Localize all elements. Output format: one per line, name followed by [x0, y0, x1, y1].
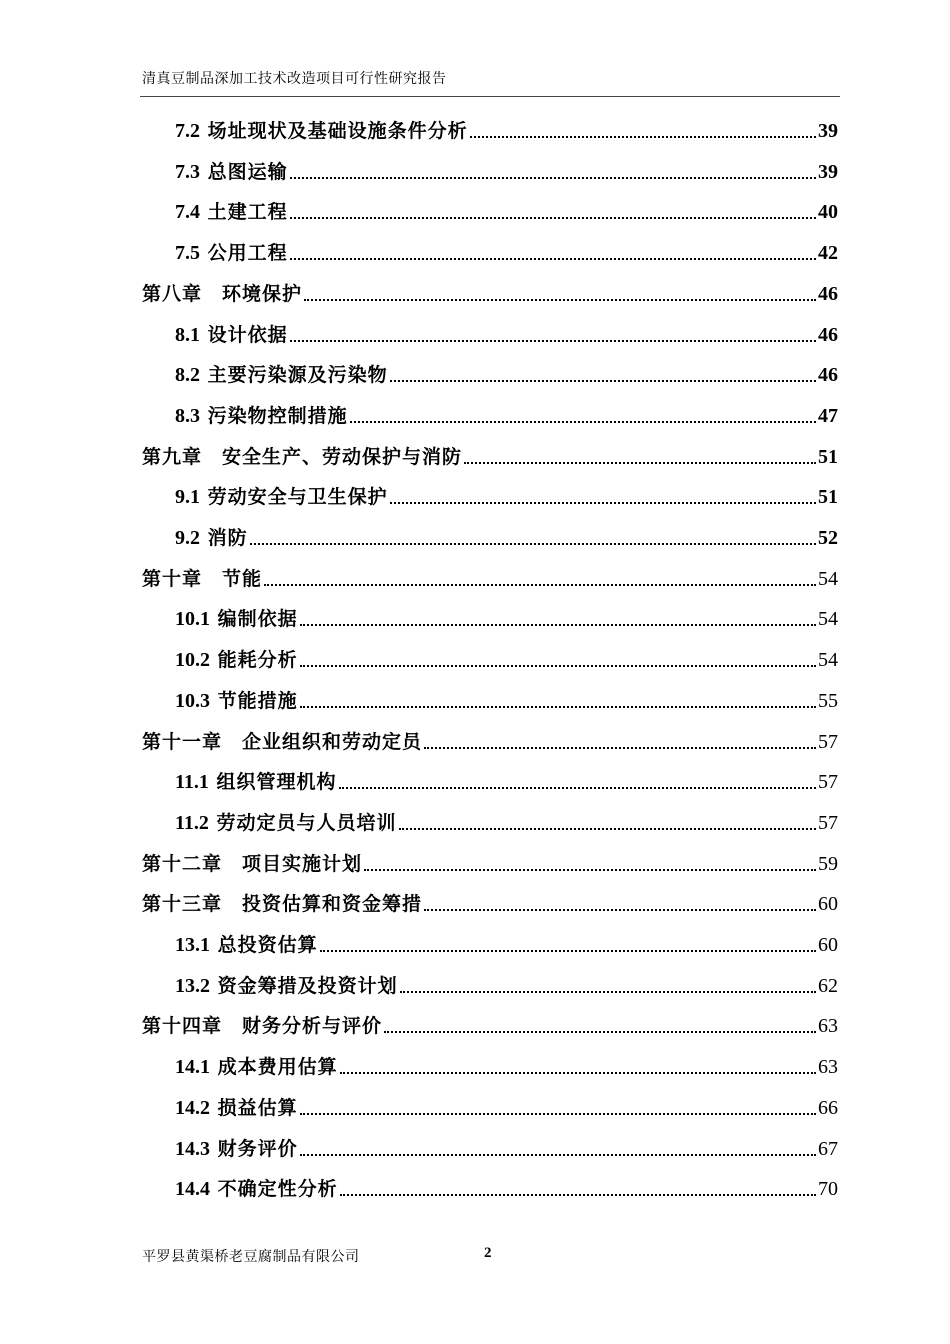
toc-entry-section[interactable] — [175, 398, 838, 428]
toc-dot-leader — [340, 1194, 816, 1196]
toc-dot-leader — [390, 502, 816, 504]
toc-entry-section[interactable] — [175, 479, 838, 509]
toc-entry-label — [175, 607, 298, 631]
toc-entry-chapter[interactable] — [142, 846, 838, 876]
toc-entry-text: 节能措施 — [217, 690, 298, 712]
toc-entry-label — [175, 323, 288, 347]
toc-entry-number: 14.4 — [175, 1178, 210, 1200]
toc-entry-section[interactable] — [175, 601, 838, 631]
toc-entry-page: 57 — [818, 771, 838, 793]
toc-entry-text: 公用工程 — [207, 242, 288, 264]
toc-entry-number: 14.2 — [175, 1097, 210, 1119]
toc-entry-number: 10.1 — [175, 608, 210, 630]
toc-entry-section[interactable] — [175, 1090, 838, 1120]
toc-entry-label — [175, 241, 288, 265]
toc-entry-section[interactable] — [175, 968, 838, 998]
toc-dot-leader — [290, 217, 816, 219]
toc-entry-section[interactable] — [175, 1131, 838, 1161]
toc-entry-number: 8.1 — [175, 324, 200, 346]
toc-entry-section[interactable] — [175, 113, 838, 143]
toc-entry-number: 7.2 — [175, 120, 200, 142]
toc-entry-label — [175, 160, 288, 184]
toc-entry-page: 54 — [818, 608, 838, 630]
toc-entry-label — [175, 1055, 338, 1079]
toc-dot-leader — [264, 584, 816, 586]
toc-entry-text: 编制依据 — [217, 608, 298, 630]
toc-entry-text: 第八章 环境保护 — [142, 283, 303, 305]
toc-entry-text: 主要污染源及污染物 — [207, 364, 388, 386]
toc-entry-text: 第十三章 投资估算和资金筹措 — [142, 893, 423, 915]
toc-dot-leader — [339, 787, 816, 789]
page-header: 清真豆制品深加工技术改造项目可行性研究报告 — [142, 71, 447, 87]
toc-entry-label — [142, 567, 262, 591]
toc-entry-chapter[interactable] — [142, 1008, 838, 1038]
toc-entry-page: 52 — [818, 527, 838, 549]
header-rule — [140, 96, 840, 97]
toc-entry-page: 63 — [818, 1056, 838, 1078]
toc-entry-section[interactable] — [175, 317, 838, 347]
toc-dot-leader — [290, 258, 816, 260]
toc-entry-label — [175, 770, 337, 794]
toc-entry-label — [175, 404, 348, 428]
toc-entry-page: 40 — [818, 201, 838, 223]
toc-entry-text: 损益估算 — [217, 1097, 298, 1119]
toc-dot-leader — [290, 340, 816, 342]
toc-entry-section[interactable] — [175, 642, 838, 672]
toc-entry-text: 成本费用估算 — [217, 1056, 338, 1078]
toc-entry-page: 70 — [818, 1178, 838, 1200]
toc-dot-leader — [300, 1113, 816, 1115]
toc-entry-section[interactable] — [175, 1171, 838, 1201]
toc-entry-section[interactable] — [175, 927, 838, 957]
footer-page-number: 2 — [484, 1245, 492, 1261]
toc-dot-leader — [250, 543, 816, 545]
toc-dot-leader — [400, 991, 816, 993]
toc-entry-label — [175, 200, 288, 224]
toc-dot-leader — [304, 299, 816, 301]
toc-entry-text: 总图运输 — [207, 161, 288, 183]
toc-dot-leader — [424, 909, 816, 911]
toc-entry-label — [142, 730, 422, 754]
toc-entry-number: 9.2 — [175, 527, 200, 549]
toc-dot-leader — [300, 706, 816, 708]
toc-entry-number: 8.2 — [175, 364, 200, 386]
toc-entry-section[interactable] — [175, 805, 838, 835]
toc-entry-page: 60 — [818, 893, 838, 915]
toc-entry-page: 46 — [818, 324, 838, 346]
footer-company: 平罗县黄渠桥老豆腐制品有限公司 — [142, 1249, 360, 1265]
toc-entry-number: 13.2 — [175, 975, 210, 997]
toc-dot-leader — [364, 869, 816, 871]
toc-entry-page: 63 — [818, 1015, 838, 1037]
toc-entry-label — [142, 852, 362, 876]
toc-entry-label — [175, 648, 298, 672]
toc-entry-text: 第十四章 财务分析与评价 — [142, 1015, 383, 1037]
toc-entry-section[interactable] — [175, 154, 838, 184]
toc-entry-label — [142, 892, 422, 916]
toc-entry-text: 资金筹措及投资计划 — [217, 975, 398, 997]
toc-dot-leader — [399, 828, 816, 830]
toc-dot-leader — [290, 177, 816, 179]
toc-entry-page: 59 — [818, 853, 838, 875]
toc-entry-text: 第十章 节能 — [142, 568, 263, 590]
toc-entry-label — [175, 363, 388, 387]
toc-entry-chapter[interactable] — [142, 886, 838, 916]
toc-entry-label — [175, 1137, 298, 1161]
toc-entry-number: 8.3 — [175, 405, 200, 427]
toc-entry-page: 55 — [818, 690, 838, 712]
toc-entry-page: 54 — [818, 649, 838, 671]
toc-entry-text: 土建工程 — [207, 201, 288, 223]
toc-entry-page: 57 — [818, 812, 838, 834]
toc-entry-text: 劳动定员与人员培训 — [216, 812, 397, 834]
toc-entry-text: 场址现状及基础设施条件分析 — [207, 120, 468, 142]
toc-dot-leader — [384, 1031, 816, 1033]
toc-entry-page: 47 — [818, 405, 838, 427]
toc-entry-text: 组织管理机构 — [216, 771, 337, 793]
toc-dot-leader — [300, 665, 816, 667]
toc-entry-page: 46 — [818, 283, 838, 305]
toc-entry-number: 13.1 — [175, 934, 210, 956]
toc-entry-label — [142, 445, 462, 469]
toc-entry-number: 14.1 — [175, 1056, 210, 1078]
toc-dot-leader — [320, 950, 816, 952]
toc-dot-leader — [300, 1154, 816, 1156]
toc-entry-text: 不确定性分析 — [217, 1178, 338, 1200]
toc-entry-section[interactable] — [175, 357, 838, 387]
toc-entry-number: 10.2 — [175, 649, 210, 671]
toc-entry-page: 57 — [818, 731, 838, 753]
toc-entry-text: 设计依据 — [207, 324, 288, 346]
toc-entry-text: 污染物控制措施 — [207, 405, 348, 427]
toc-entry-page: 42 — [818, 242, 838, 264]
toc-entry-chapter[interactable] — [142, 724, 838, 754]
toc-entry-text: 消防 — [207, 527, 248, 549]
toc-entry-number: 9.1 — [175, 486, 200, 508]
toc-entry-section[interactable] — [175, 764, 838, 794]
toc-entry-text: 总投资估算 — [217, 934, 318, 956]
toc-entry-label — [175, 689, 298, 713]
toc-dot-leader — [390, 380, 816, 382]
toc-entry-label — [142, 282, 302, 306]
toc-entry-label — [175, 933, 318, 957]
toc-entry-section[interactable] — [175, 1049, 838, 1079]
toc-entry-section[interactable] — [175, 683, 838, 713]
toc-entry-label — [175, 1096, 298, 1120]
toc-entry-page: 54 — [818, 568, 838, 590]
toc-entry-number: 11.2 — [175, 812, 209, 834]
toc-entry-page: 51 — [818, 486, 838, 508]
toc-entry-section[interactable] — [175, 235, 838, 265]
toc-entry-text: 第十二章 项目实施计划 — [142, 853, 363, 875]
toc-entry-number: 7.5 — [175, 242, 200, 264]
toc-entry-label — [142, 1014, 382, 1038]
toc-entry-number: 10.3 — [175, 690, 210, 712]
toc-entry-number: 11.1 — [175, 771, 209, 793]
toc-entry-label — [175, 811, 397, 835]
toc-entry-number: 7.3 — [175, 161, 200, 183]
toc-entry-text: 第九章 安全生产、劳动保护与消防 — [142, 446, 463, 468]
toc-dot-leader — [464, 462, 816, 464]
toc-dot-leader — [300, 624, 816, 626]
toc-entry-label — [175, 485, 388, 509]
toc-entry-page: 51 — [818, 446, 838, 468]
toc-entry-page: 39 — [818, 120, 838, 142]
toc-entry-page: 67 — [818, 1138, 838, 1160]
toc-entry-text: 第十一章 企业组织和劳动定员 — [142, 731, 423, 753]
toc-entry-number: 14.3 — [175, 1138, 210, 1160]
toc-entry-label — [175, 974, 398, 998]
toc-entry-text: 能耗分析 — [217, 649, 298, 671]
toc-entry-chapter[interactable] — [142, 439, 838, 469]
toc-entry-chapter[interactable] — [142, 276, 838, 306]
toc-dot-leader — [340, 1072, 816, 1074]
toc-entry-text: 劳动安全与卫生保护 — [207, 486, 388, 508]
toc-entry-page: 60 — [818, 934, 838, 956]
toc-entry-page: 46 — [818, 364, 838, 386]
toc-entry-text: 财务评价 — [217, 1138, 298, 1160]
toc-dot-leader — [350, 421, 816, 423]
toc-dot-leader — [470, 136, 816, 138]
toc-entry-page: 66 — [818, 1097, 838, 1119]
toc-entry-label — [175, 1177, 338, 1201]
toc-entry-page: 39 — [818, 161, 838, 183]
toc-entry-label — [175, 526, 248, 550]
toc-entry-page: 62 — [818, 975, 838, 997]
toc-entry-label — [175, 119, 468, 143]
toc-entry-chapter[interactable] — [142, 561, 838, 591]
toc-entry-section[interactable] — [175, 520, 838, 550]
toc-dot-leader — [424, 747, 816, 749]
toc-entry-number: 7.4 — [175, 201, 200, 223]
toc-entry-section[interactable] — [175, 194, 838, 224]
